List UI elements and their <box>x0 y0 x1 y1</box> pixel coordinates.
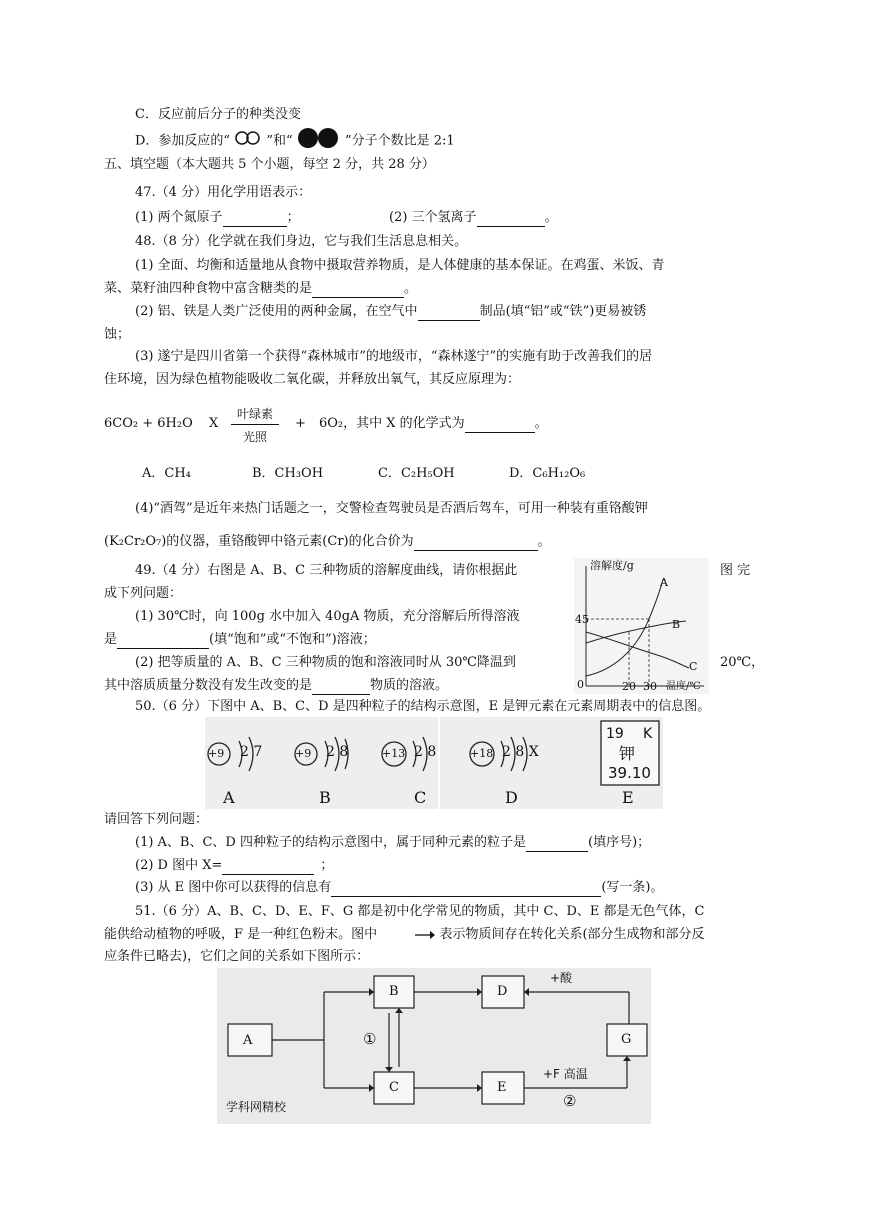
q49-p2a: (2) 把等质量的 A、B、C 三种物质的饱和溶液同时从 30℃降温到 <box>135 655 516 670</box>
option-d-prefix: D．参加反应的“ <box>135 133 231 149</box>
graph-ylabel: 溶解度/g <box>590 559 634 572</box>
particle-diagram-svg <box>205 717 663 809</box>
q49-p1b <box>104 631 376 649</box>
q48-p4a: (4)“酒驾”是近年来热门话题之一，交警检查驾驶员是否酒后驾车，可用一种装有重铬酸钾 <box>135 501 648 516</box>
q48-p3a: (3) 遂宁是四川省第一个获得“森林城市”的地级市，“森林遂宁”的实施有助于改善我们的居 <box>135 349 653 364</box>
q50-p3 <box>135 879 663 897</box>
graph-y45: 45 <box>575 613 589 626</box>
q47-part2 <box>389 209 558 227</box>
small-molecule-icon <box>234 130 262 152</box>
q51-line3: 应条件已略去)，它们之间的关系如下图所示： <box>104 949 370 964</box>
option-d-mid: ”和“ <box>266 133 293 149</box>
particle-a-shells: 2 7 <box>240 744 263 760</box>
eq-left: 6CO₂ + 6H₂O <box>104 416 193 431</box>
answer-blank[interactable] <box>414 537 538 551</box>
q47-part1-text: (1) 两个氮原子 <box>135 210 223 225</box>
q48-p1a: (1) 全面、均衡和适量地从食物中摄取营养物质，是人体健康的基本保证。在鸡蛋、米饭、青 <box>135 258 665 273</box>
particle-a-nucleus: +9 <box>208 747 225 760</box>
eq-right-text: 6O₂，其中 X 的化学式为 <box>319 416 465 431</box>
q50-p2 <box>135 857 333 875</box>
q47-title: 47.（4 分）用化学用语表示： <box>135 185 312 200</box>
q49-p1b-text: 是 <box>104 632 118 647</box>
q47-part1 <box>135 209 300 227</box>
particle-b-shells: 2 8 <box>326 744 349 760</box>
q49-line2: 成下列问题： <box>104 586 183 601</box>
eq-right <box>319 415 548 433</box>
choice-d: D．C₆H₁₂O₆ <box>509 466 586 481</box>
q50-p3-end: (写一条)。 <box>601 880 664 895</box>
q48-p4b-text: (K₂Cr₂O₇)的仪器，重铬酸钾中铬元素(Cr)的化合价为 <box>104 534 414 549</box>
section-heading: 五、填空题（本大题共 5 个小题，每空 2 分，共 28 分） <box>104 157 435 172</box>
particle-b-nucleus: +9 <box>295 747 312 760</box>
answer-blank[interactable] <box>312 284 404 298</box>
q49-p1a: (1) 30℃时，向 100g 水中加入 40gA 物质，充分溶解后所得溶液 <box>135 609 520 624</box>
particle-b-label: B <box>319 788 331 807</box>
particle-c-nucleus: +13 <box>382 747 406 760</box>
option-d-suffix: ”分子个数比是 2:1 <box>344 133 455 149</box>
acid-label: +酸 <box>550 971 573 985</box>
answer-blank[interactable] <box>465 419 535 433</box>
q50-p2-end: ； <box>320 858 334 873</box>
answer-blank[interactable] <box>477 213 545 227</box>
q48-p2a <box>135 303 646 321</box>
choice-a: A．CH₄ <box>142 466 191 481</box>
q49-p2b-end: 物质的溶液。 <box>370 678 449 693</box>
graph-xlabel: 温度/℃ <box>666 681 701 692</box>
answer-blank[interactable] <box>117 635 209 649</box>
q48-p2a-text: (2) 铝、铁是人类广泛使用的两种金属，在空气中 <box>135 304 418 319</box>
answer-blank[interactable] <box>223 213 287 227</box>
element-name: 钾 <box>619 744 636 763</box>
q49-p2b-text: 其中溶质质量分数没有发生改变的是 <box>104 678 313 693</box>
graph-x20: 20 <box>622 680 636 693</box>
node-d: D <box>497 984 508 999</box>
circle-two: ② <box>563 1092 577 1110</box>
option-c: C．反应前后分子的种类没变 <box>135 107 301 122</box>
q49-p2b <box>104 677 448 695</box>
relation-diagram <box>217 968 651 1124</box>
node-c: C <box>389 1080 399 1095</box>
q47-part2-text: (2) 三个氢离子 <box>389 210 477 225</box>
q47-part2-end: 。 <box>544 210 558 225</box>
element-mass: 39.10 <box>608 764 651 782</box>
circle-one: ① <box>363 1030 377 1048</box>
curve-label-c: C <box>689 660 698 673</box>
node-a: A <box>243 1033 253 1048</box>
q49-p2a-tail: 20℃， <box>720 655 765 670</box>
eq-plus: + <box>295 416 306 431</box>
element-number: 19 <box>606 726 624 742</box>
q50-title: 50.（6 分）下图中 A、B、C、D 是四种粒子的结构示意图，E 是钾元素在元素周期表中的信息图。 <box>135 699 711 714</box>
choice-b: B．CH₃OH <box>252 466 324 481</box>
q50-ask: 请回答下列问题： <box>104 812 209 827</box>
particle-d-shells: 2 8 X <box>502 744 539 760</box>
q48-title: 48.（8 分）化学就在我们身边，它与我们生活息息相关。 <box>135 234 468 249</box>
answer-blank[interactable] <box>526 838 588 852</box>
q51-line2a: 能供给动植物的呼吸，F 是一种红色粉末。图中 <box>104 927 378 942</box>
choice-c: C．C₂H₅OH <box>378 466 455 481</box>
eq-cond-top: 叶绿素 <box>236 407 273 421</box>
graph-x30: 30 <box>643 680 657 693</box>
answer-blank[interactable] <box>312 681 370 695</box>
q48-p1b <box>104 280 417 298</box>
answer-blank[interactable] <box>331 883 601 897</box>
element-symbol: K <box>643 726 653 742</box>
q50-p1-text: (1) A、B、C、D 四种粒子的结构示意图中，属于同种元素的粒子是 <box>135 835 526 850</box>
answer-blank[interactable] <box>222 861 314 875</box>
q48-p1b-end: 。 <box>404 281 418 296</box>
f-condition: +F 高温 <box>543 1067 588 1081</box>
q48-p4b <box>104 533 551 551</box>
arrow-icon <box>415 930 435 940</box>
q51-line2 <box>104 926 705 944</box>
particle-c-label: C <box>414 788 427 807</box>
particle-c-shells: 2 8 <box>414 744 437 760</box>
q48-p1b-text: 菜、菜籽油四种食物中富含糖类的是 <box>104 281 313 296</box>
option-d <box>135 127 455 155</box>
q48-p2b: 蚀； <box>104 327 131 342</box>
watermark: 学科网精校 <box>226 1100 287 1114</box>
q50-p1 <box>135 834 650 852</box>
q48-p4b-end: 。 <box>537 534 551 549</box>
answer-blank[interactable] <box>418 307 480 321</box>
large-molecule-icon <box>297 127 341 155</box>
node-g: G <box>621 1032 632 1047</box>
eq-x: X <box>209 416 219 431</box>
particle-a-label: A <box>223 788 235 807</box>
q49-title: 49.（4 分）右图是 A、B、C 三种物质的溶解度曲线，请你根据此 <box>135 563 518 578</box>
q48-p3b: 住环境，因为绿色植物能吸收二氧化碳，并释放出氧气，其反应原理为： <box>104 372 521 387</box>
q47-part1-end: ； <box>286 210 300 225</box>
q50-p3-text: (3) 从 E 图中你可以获得的信息有 <box>135 880 332 895</box>
eq-cond-bottom: 光照 <box>242 430 267 444</box>
particle-d-nucleus: +18 <box>470 747 494 760</box>
q51-line1: 51.（6 分）A、B、C、D、E、F、G 都是初中化学常见的物质，其中 C、D、E 都是无色气体，C <box>135 904 705 919</box>
curve-label-b: B <box>672 618 681 631</box>
q50-p2-text: (2) D 图中 X= <box>135 858 223 873</box>
q49-p1b-end: (填“饱和”或“不饱和”)溶液； <box>209 632 376 647</box>
q49-title-tail: 图 完 <box>720 563 751 578</box>
node-e: E <box>497 1080 507 1095</box>
curve-label-a: A <box>660 576 668 589</box>
eq-arrow-line <box>231 424 279 425</box>
particle-diagram <box>205 717 663 809</box>
q50-p1-end: (填序号)； <box>588 835 651 850</box>
graph-origin: 0 <box>577 678 584 691</box>
q48-p2a-end: 制品(填“铝”或“铁”)更易被锈 <box>479 304 647 319</box>
element-label: E <box>622 788 634 807</box>
eq-end: 。 <box>534 416 548 431</box>
node-b: B <box>389 984 399 999</box>
solubility-graph <box>574 558 709 694</box>
q51-line2b: 表示物质间存在转化关系(部分生成物和部分反 <box>439 927 705 942</box>
particle-d-label: D <box>505 788 518 807</box>
